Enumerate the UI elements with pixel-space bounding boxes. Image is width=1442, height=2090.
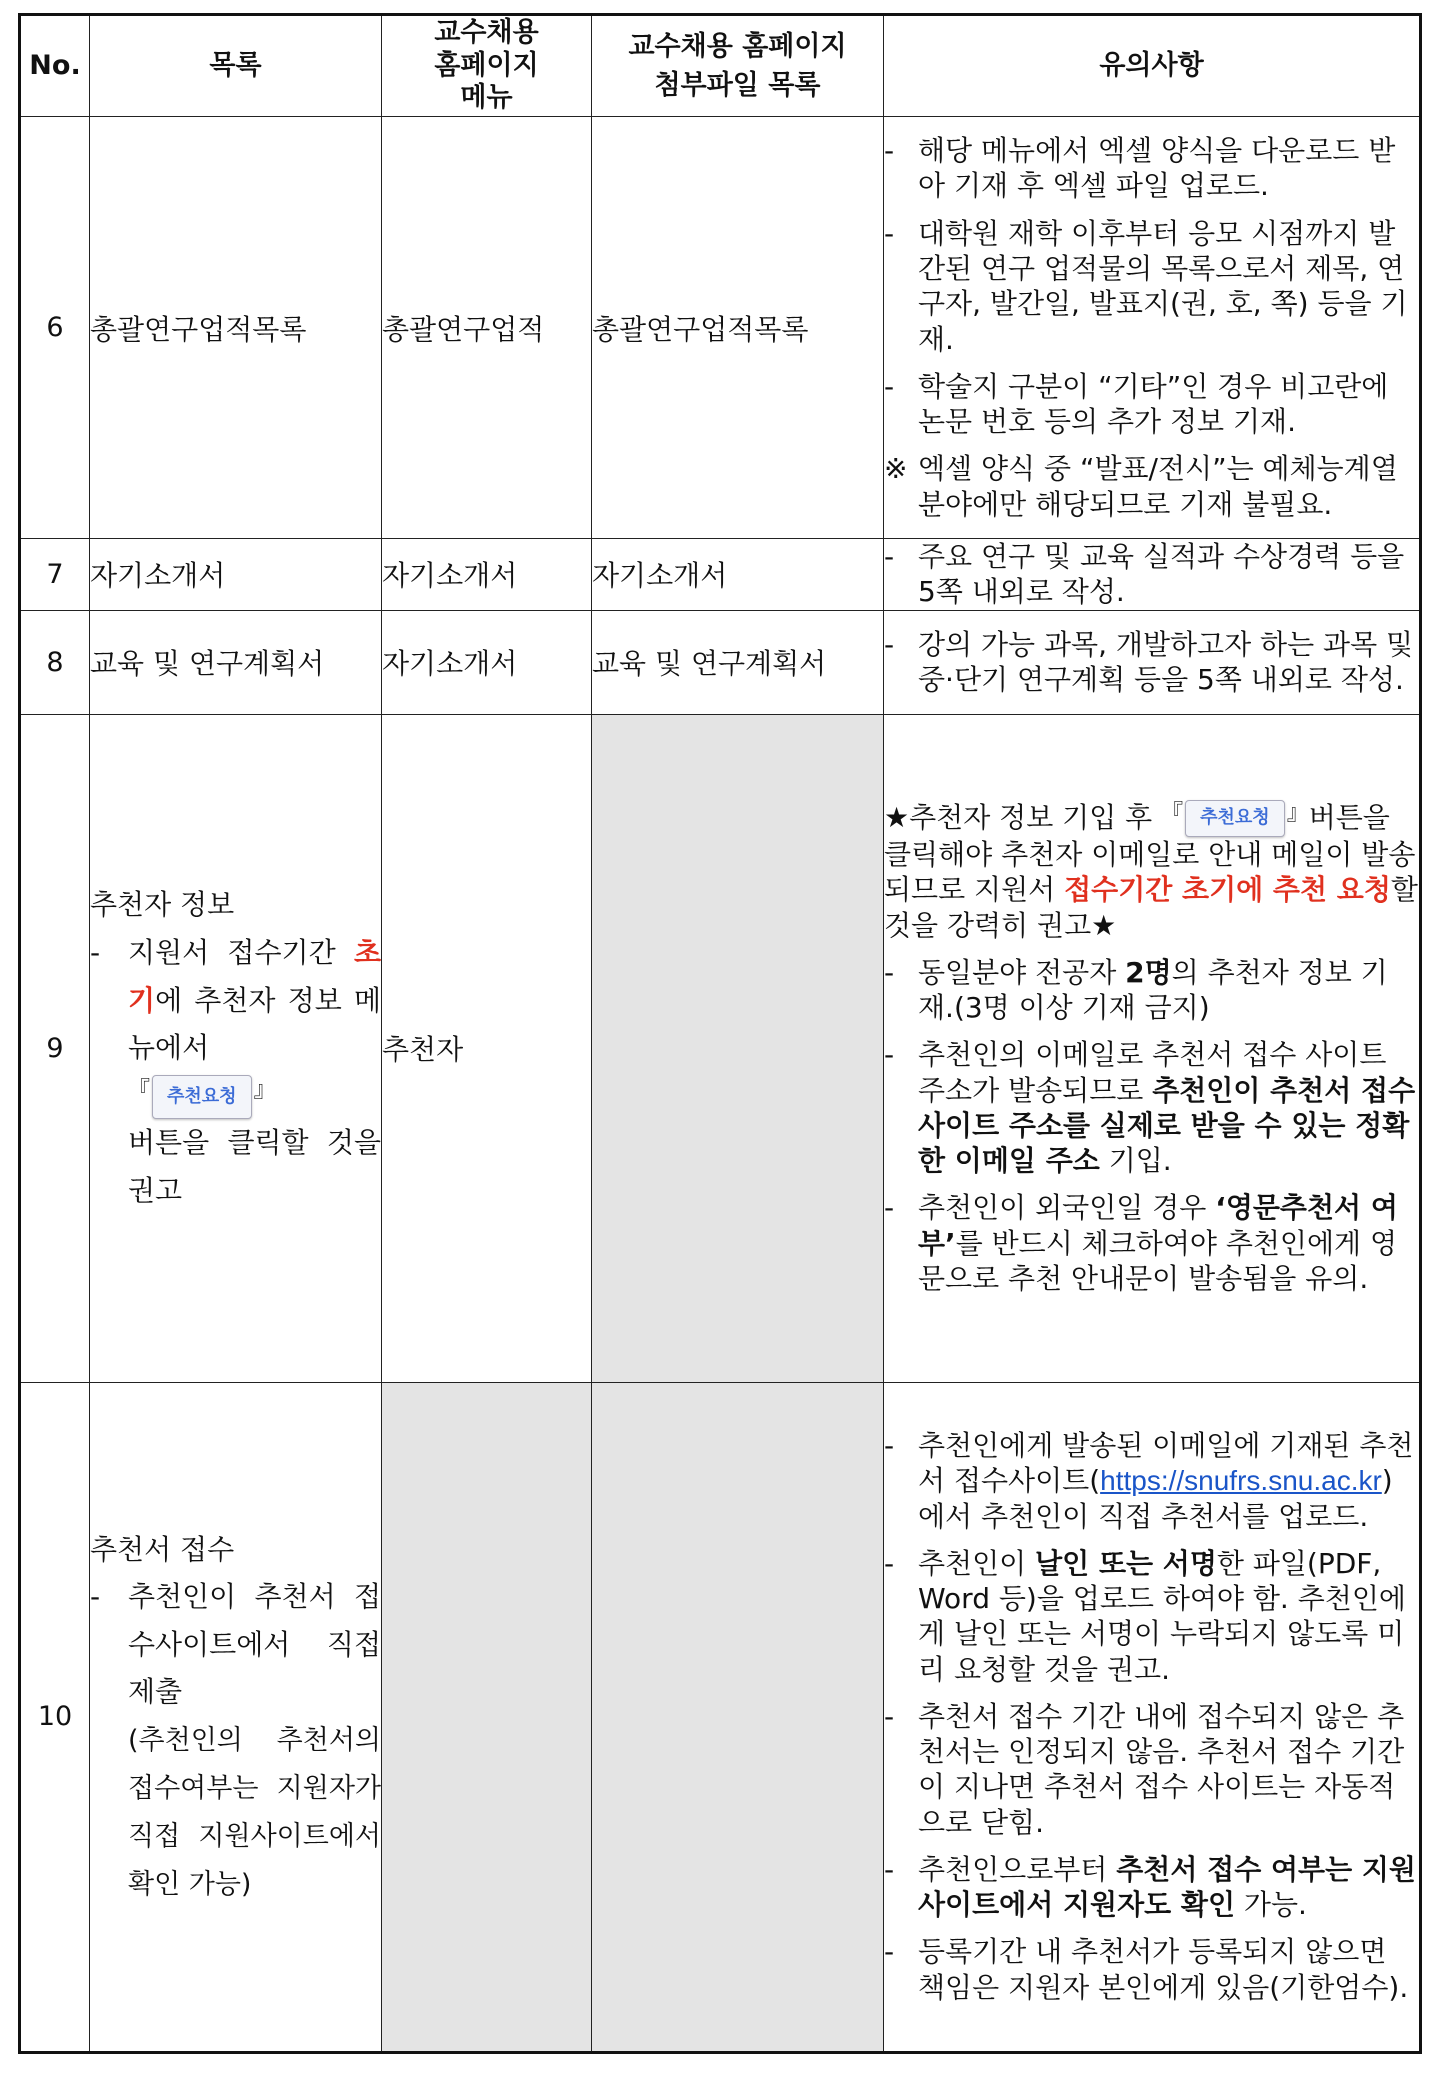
bracket-open: 『 (128, 1077, 151, 1103)
guideline-table (18, 13, 1422, 2054)
table-row (20, 1382, 1421, 2052)
note-text: 추천서 접수 기간 내에 접수되지 않은 추천서는 인정되지 않음. 추천서 접수 기간이 지나면 추천서 접수 사이트는 자동적으로 닫힘. (918, 1699, 1405, 1839)
note-bold-text: 2명 (1125, 955, 1172, 989)
list-sub-text (128, 1573, 381, 1907)
note-text: 해당 메뉴에서 엑셀 양식을 다운로드 받아 기재 후 엑셀 파일 업로드. (918, 134, 1396, 203)
row-menu: 총괄연구업적 (382, 117, 592, 539)
note-text (918, 1428, 1419, 1534)
list-title: 추천자 정보 (90, 888, 235, 922)
list-text-part: (추천인의 추천서의 접수여부는 지원자가 직접 지원사이트에서 확인 가능) (128, 1724, 381, 1900)
table-row (20, 117, 1421, 539)
note-bullet: - (884, 369, 895, 403)
star-icon: ★ (1091, 908, 1117, 942)
header-menu (382, 15, 592, 117)
row-attach: 총괄연구업적목록 (592, 117, 884, 539)
note-item (884, 1428, 1419, 1534)
note-item (884, 1037, 1419, 1178)
row-no: 7 (20, 539, 90, 611)
row-notes (884, 539, 1421, 611)
note-text-part: 동일분야 전공자 (918, 955, 1126, 989)
list-text-part: 버튼을 클릭할 것을 권고 (128, 1126, 381, 1208)
row-attach-empty (592, 1382, 884, 2052)
note-text (918, 1546, 1419, 1687)
row-attach: 교육 및 연구계획서 (592, 610, 884, 714)
note-item (884, 1699, 1419, 1840)
note-bullet: - (884, 955, 895, 989)
note-bold-text: 추천인이 추천서 접수 사이트 주소를 실제로 받을 수 있는 정확한 이메일 주소 (918, 1073, 1416, 1178)
row-no: 8 (20, 610, 90, 714)
note-bullet: ※ (884, 452, 908, 486)
note-text-part: 한 파일(PDF, Word 등)을 업로드 하여야 함. 추천인에게 날인 또는 서명이 누락되지 않도록 미리 요청할 것을 권고. (918, 1546, 1406, 1686)
note-item (884, 1546, 1419, 1687)
note-bold-text: 날인 또는 서명 (1035, 1546, 1217, 1580)
note-item (884, 955, 1419, 1026)
list-dash: - (90, 936, 101, 970)
row-no: 6 (20, 117, 90, 539)
note-bullet: - (884, 1429, 895, 1463)
note-text-part: 할 것을 강력히 권고 (884, 873, 1418, 942)
note-bullet: - (884, 1852, 895, 1886)
note-bullet: - (884, 134, 895, 168)
list-dash: - (90, 1580, 101, 1614)
recommend-request-button[interactable]: 추천요청 (152, 1075, 252, 1120)
note-text-part: 추천인이 외국인일 경우 (918, 1191, 1216, 1225)
row-notes (884, 714, 1421, 1382)
note-text (884, 800, 1419, 943)
note-bullet: - (884, 216, 895, 250)
note-bullet: - (884, 1935, 895, 1969)
note-text-part: 의 추천자 정보 기재.(3명 이상 기재 금지) (918, 955, 1388, 1025)
note-text-part: )에서 추천인이 직접 추천서를 업로드. (918, 1464, 1393, 1533)
note-bullet: - (884, 540, 895, 573)
note-text-part: 추천인의 이메일로 추천서 접수 사이트 주소가 발송되므로 (918, 1038, 1387, 1107)
note-text-part: 추천인으로부터 (918, 1852, 1117, 1886)
header-attach (592, 15, 884, 117)
table-row (20, 714, 1421, 1382)
note-text: 등록기간 내 추천서가 등록되지 않으면 책임은 지원자 본인에게 있음(기한엄수). (918, 1935, 1409, 2004)
row-notes (884, 1382, 1421, 2052)
note-text-part: 기입. (1099, 1144, 1172, 1178)
note-text: 엑셀 양식 중 “발표/전시”는 예체능계열 분야에만 해당되므로 기재 불필요. (918, 452, 1398, 521)
note-bullet: - (884, 1038, 895, 1072)
row-no: 9 (20, 714, 90, 1382)
note-text-part: 를 반드시 체크하여야 추천인에게 영문으로 추천 안내문이 발송됨을 유의. (918, 1226, 1398, 1296)
row-list (90, 714, 382, 1382)
note-text-part: 버튼을 클릭해야 추천자 이메일로 안내 메일이 발송되므로 지원서 (884, 800, 1416, 907)
note-text: 대학원 재학 이후부터 응모 시점까지 발간된 연구 업적물의 목록으로서 제목, 연구자, 발간일, 발표지(권, 호, 쪽) 등을 기재. (918, 216, 1408, 356)
note-text (918, 1037, 1419, 1178)
header-menu-text: 교수채용 홈페이지 메뉴 (434, 17, 539, 114)
list-text-part: 지원서 접수기간 (128, 936, 336, 970)
row-attach: 자기소개서 (592, 539, 884, 611)
note-text (918, 1852, 1419, 1923)
note-text: 주요 연구 및 교육 실적과 수상경력 등을 5쪽 내외로 작성. (918, 540, 1405, 609)
table-header-row (20, 15, 1421, 117)
row-menu: 추천자 (382, 714, 592, 1382)
note-item (884, 627, 1419, 698)
note-text-part: 추천인이 (918, 1546, 1036, 1580)
recommend-request-button[interactable]: 추천요청 (1185, 800, 1285, 837)
note-item (884, 1852, 1419, 1923)
note-item (884, 800, 1419, 943)
star-icon: ★ (884, 800, 910, 834)
note-item (884, 539, 1419, 610)
row-notes (884, 117, 1421, 539)
row-list (90, 1382, 382, 2052)
row-menu: 자기소개서 (382, 539, 592, 611)
note-item (884, 133, 1419, 204)
note-item (884, 1934, 1419, 2005)
table-row (20, 539, 1421, 611)
list-sub (90, 1573, 381, 1907)
bracket-close: 』 (1286, 800, 1309, 826)
row-attach-empty (592, 714, 884, 1382)
note-item (884, 1190, 1419, 1296)
row-no: 10 (20, 1382, 90, 2052)
note-bullet: - (884, 627, 895, 661)
header-list: 목록 (90, 15, 382, 117)
list-sub-text (128, 929, 381, 1215)
note-bullet: - (884, 1699, 895, 1733)
list-text-part: 추천인이 추천서 접수사이트에서 직접 제출 (128, 1580, 381, 1709)
row-list: 총괄연구업적목록 (90, 117, 382, 539)
note-text: 학술지 구분이 “기타”인 경우 비고란에 논문 번호 등의 추가 정보 기재. (918, 369, 1389, 439)
note-text (918, 1190, 1419, 1296)
note-text-part: 추천인에게 발송된 이메일에 기재된 추천서 접수사이트( (918, 1429, 1414, 1498)
note-item (884, 216, 1419, 357)
note-red-text: 접수기간 초기에 추천 요청 (1064, 873, 1391, 907)
note-bullet: - (884, 1191, 895, 1225)
list-title: 추천서 접수 (90, 1532, 235, 1566)
note-text: 강의 가능 과목, 개발하고자 하는 과목 및 중·단기 연구계획 등을 5쪽 내외로 작성. (918, 627, 1414, 697)
list-red-text: 초기 (128, 936, 381, 1017)
table-row (20, 610, 1421, 714)
note-text-part: 가능. (1235, 1888, 1307, 1922)
row-menu: 자기소개서 (382, 610, 592, 714)
bracket-open: 『 (1161, 800, 1184, 826)
site-link[interactable]: https://snufrs.snu.ac.kr (1100, 1465, 1382, 1497)
row-notes (884, 610, 1421, 714)
note-item (884, 369, 1419, 440)
note-bullet: - (884, 1546, 895, 1580)
header-notes: 유의사항 (884, 15, 1421, 117)
header-attach-text: 교수채용 홈페이지 첨부파일 목록 (628, 30, 847, 101)
bracket-close: 』 (253, 1077, 276, 1103)
list-sub (90, 929, 381, 1215)
header-no: No. (20, 15, 90, 117)
row-list: 자기소개서 (90, 539, 382, 611)
row-menu-empty (382, 1382, 592, 2052)
note-bold-text: ‘영문추천서 여부’ (918, 1191, 1398, 1260)
list-text-part: 에 추천자 정보 메뉴에서 (128, 983, 381, 1065)
note-item (884, 451, 1419, 522)
row-list: 교육 및 연구계획서 (90, 610, 382, 714)
note-text-part: 추천자 정보 기입 후 (909, 800, 1162, 834)
note-bold-text: 추천서 접수 여부는 지원사이트에서 지원자도 확인 (918, 1852, 1416, 1922)
note-text (918, 955, 1419, 1026)
